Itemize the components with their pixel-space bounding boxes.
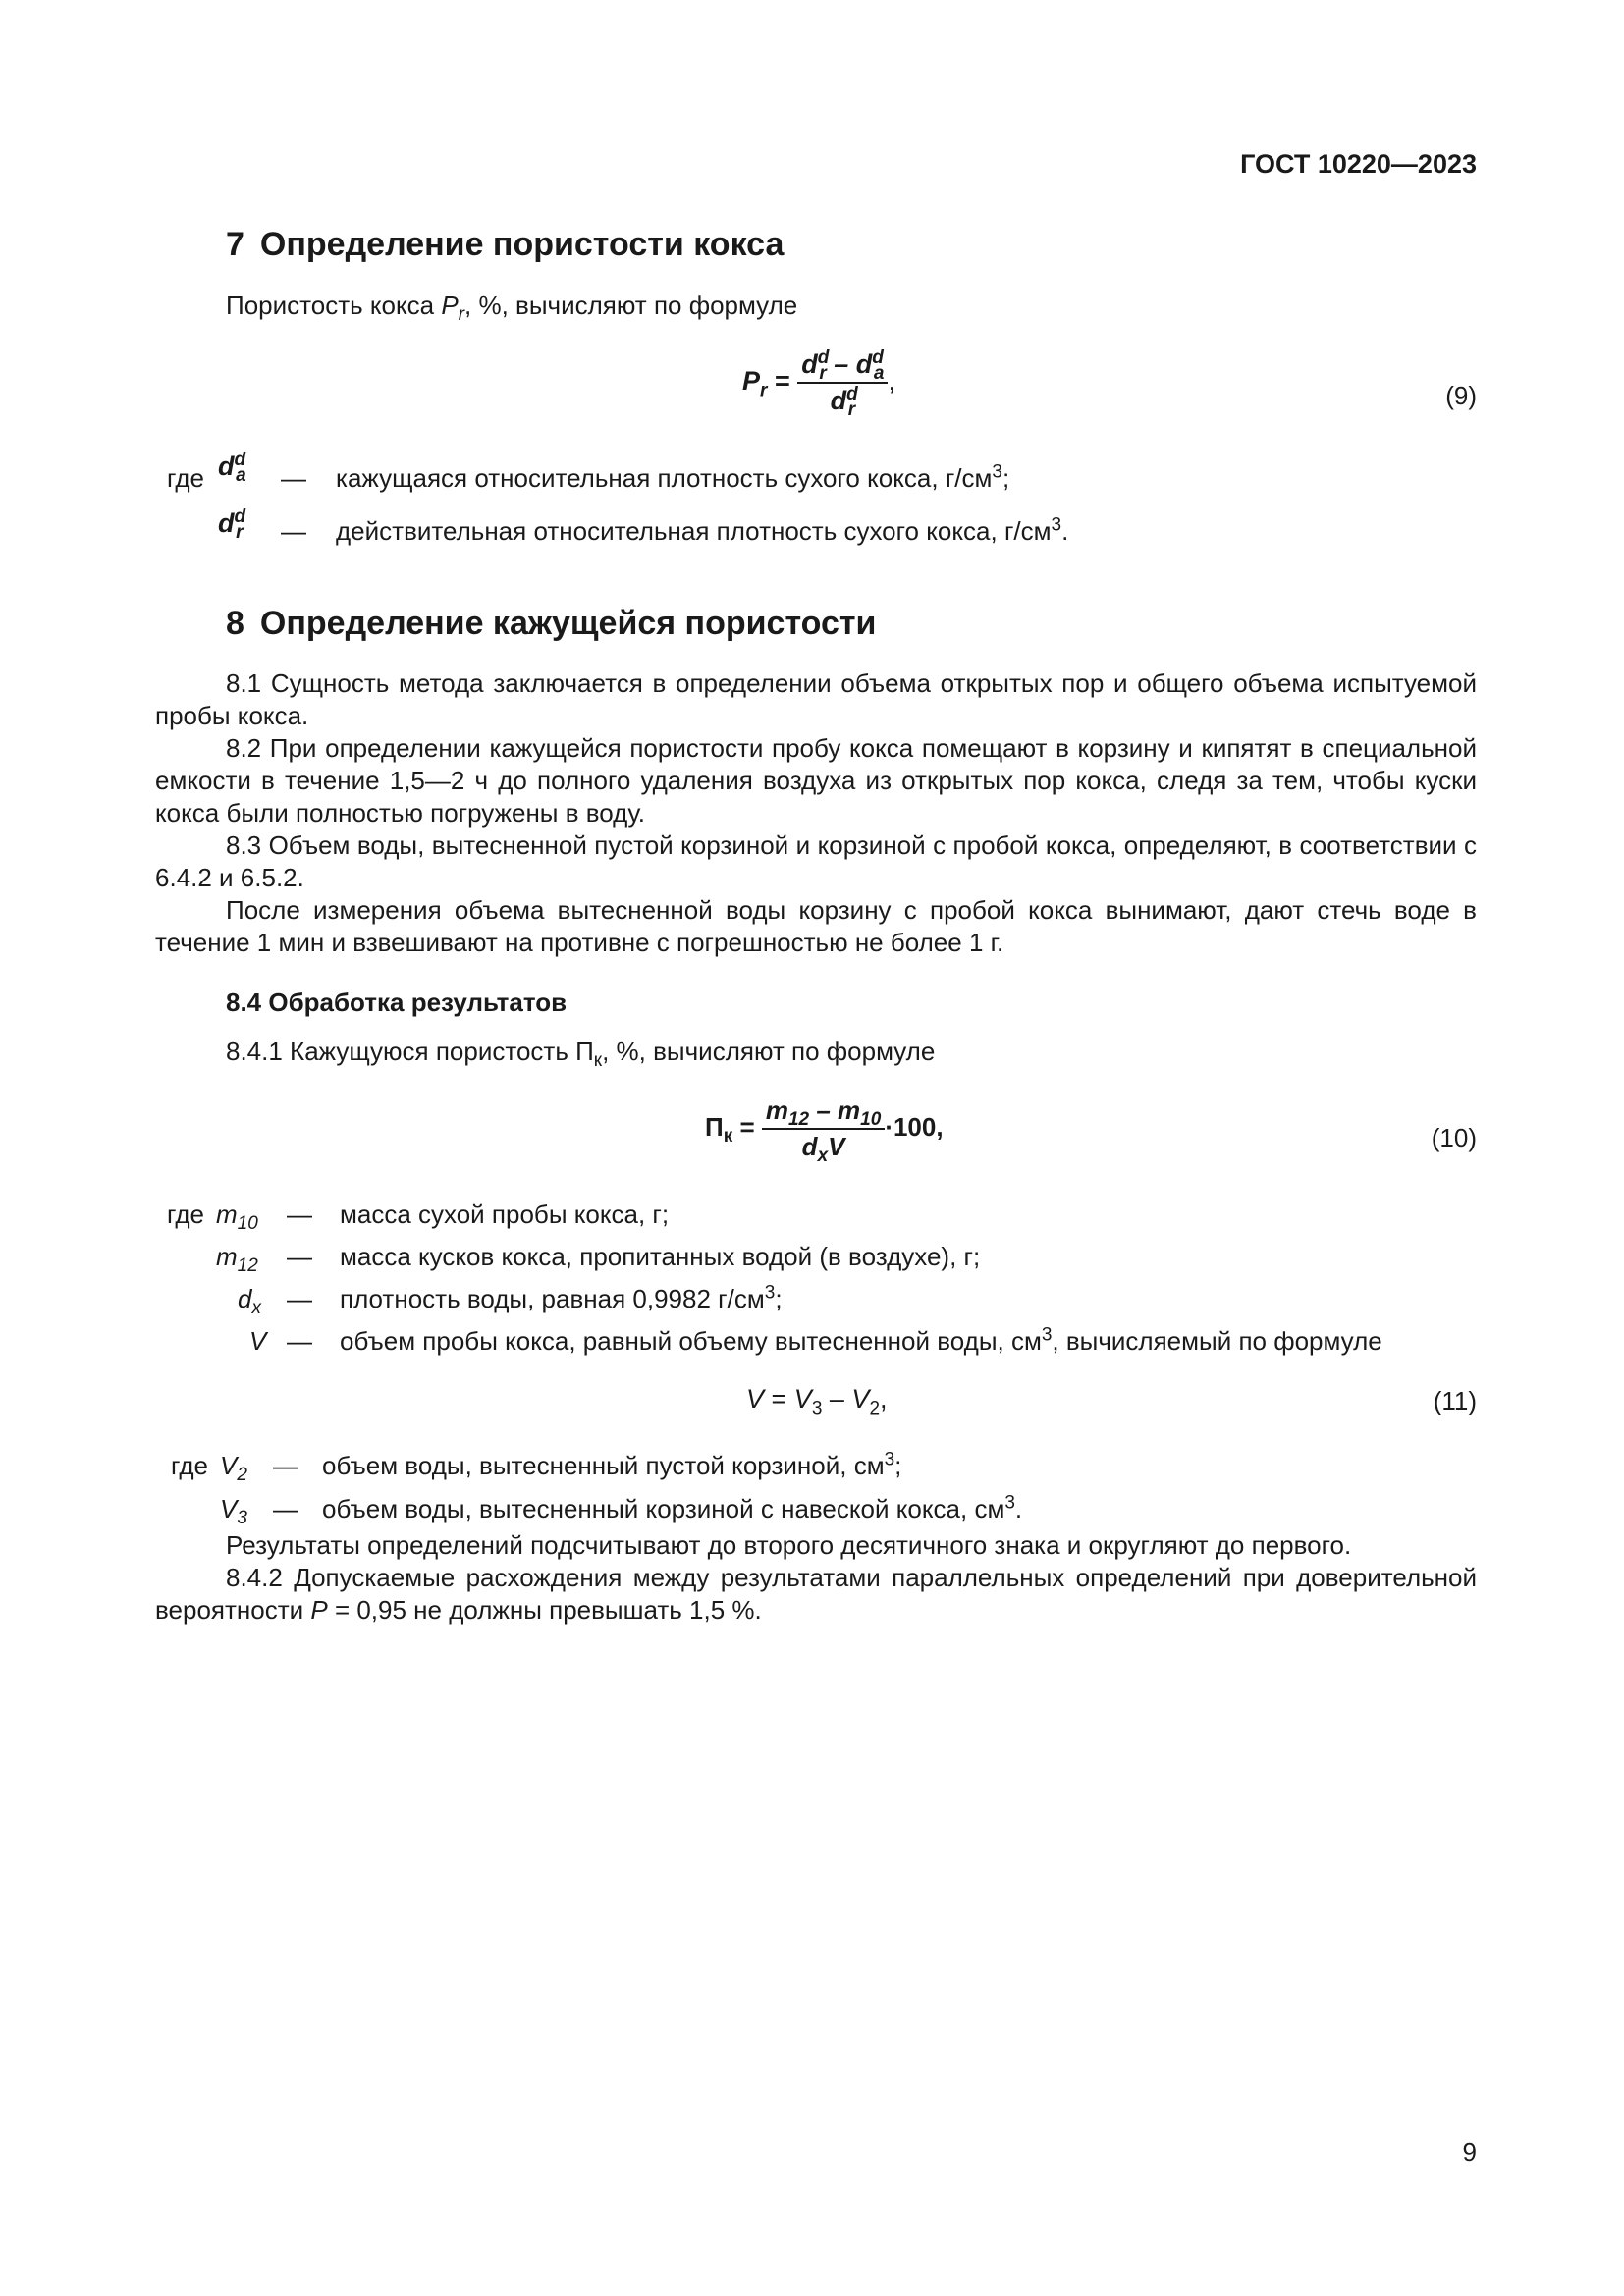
intro-symbol: P: [441, 291, 459, 320]
where-symbol-dr: $d^d_r$: [218, 507, 246, 544]
where-symbol-m10: $m_{10}$: [216, 1200, 258, 1235]
paragraph-after-measure: После измерения объема вытесненной воды корзину с пробой кокса вынимают, дают стечь воде в течение 1 мин и взвешивают на противне с погрешностью не более 1 г.: [155, 895, 1477, 957]
paragraph-8-3: 8.3 Объем воды, вытесненной пустой корзиной и корзиной с пробой кокса, определяют, в соответствии с 6.4.2 и 6.5.2.: [155, 830, 1477, 892]
where-dash: —: [287, 1284, 312, 1313]
where-word: где: [167, 463, 204, 493]
p841-text: 8.4.1 Кажущуюся пористость П: [226, 1037, 594, 1066]
standard-number: ГОСТ 10220—2023: [1240, 149, 1477, 179]
where-dash: —: [287, 1326, 312, 1356]
subsection-8-4-heading: 8.4 Обработка результатов: [226, 988, 568, 1017]
formula-9-fraction: $\frac{d^d_r - d^d_a}{d^d_r}$: [797, 349, 888, 416]
where-dash: —: [281, 516, 306, 546]
section-8-heading: [226, 605, 876, 643]
section-8-title: Определение кажущейся пористости: [259, 605, 877, 642]
intro-symbol-sub: r: [458, 304, 465, 326]
where-word: где: [167, 1200, 204, 1229]
paragraph-8-4-2: 8.4.2 Допускаемые расхождения между результатами параллельных определений при доверительной вероятности P = 0,95 не должны превышать 1,5 %.: [155, 1563, 1477, 1625]
where-symbol-m12: $m_{12}$: [216, 1242, 258, 1277]
formula-9-lhs-sub: r: [760, 380, 768, 401]
formula-10-fraction: $\frac{m_{12} - m_{10}}{d_xV}$: [762, 1095, 885, 1162]
where-symbol-da: $d^d_a$: [218, 450, 246, 487]
where-desc-dr: действительная относительная плотность сухого кокса, $г/см^3$.: [336, 514, 1069, 546]
where-symbol-v: V: [249, 1326, 267, 1356]
where-desc-v3: объем воды, вытесненный корзиной с навеской кокса, $см^3$.: [322, 1492, 1023, 1523]
where-symbol-v3: $V_3$: [220, 1494, 247, 1529]
where-desc-dx: плотность воды, равная 0,9982 $г/см^3$;: [340, 1282, 783, 1313]
p841-text-after: , %, вычисляют по формуле: [602, 1037, 936, 1066]
equation-number-9: (9): [1445, 381, 1477, 410]
formula-9-num-d1: d: [801, 349, 818, 379]
where-symbol-v2: $V_2$: [220, 1451, 247, 1486]
intro-text: Пористость кокса: [226, 291, 442, 320]
where-dash: —: [287, 1242, 312, 1271]
formula-10: $П_к$ = $\frac{m_{12} - m_{10}}{d_xV}$ ·100,: [705, 1095, 944, 1167]
formula-9-num-d2: d: [855, 349, 873, 379]
formula-10-multiplier: ·100,: [885, 1111, 944, 1142]
equation-number-10: (10): [1431, 1123, 1477, 1152]
where-desc-m10: масса сухой пробы кокса, г;: [340, 1200, 670, 1229]
section-7-title: Определение пористости кокса: [259, 226, 785, 263]
where-dash: —: [273, 1494, 298, 1523]
paragraph-8-2: 8.2 При определении кажущейся пористости пробу кокса помещают в корзину и кипятят в специальной емкости в течение 1,5—2 ч до полного удаления воздуха из открытых пор кокса, следя за тем, чтобы куски кокса были полностью погружены в воду.: [155, 733, 1477, 828]
where-word: где: [171, 1451, 208, 1480]
page-number: 9: [1462, 2137, 1477, 2166]
where-desc-m12: масса кусков кокса, пропитанных водой (в воздухе), г;: [340, 1242, 981, 1271]
paragraph-results: Результаты определений подсчитывают до второго десятичного знака и округляют до первого.: [226, 1530, 1352, 1560]
formula-11: $V = V_3 - V_2$,: [746, 1384, 888, 1419]
where-dash: —: [287, 1200, 312, 1229]
formula-9: $P_r$ = $\frac{d^d_r - d^d_a}{d^d_r}$ ,: [742, 347, 895, 421]
p841-sub: к: [593, 1050, 603, 1072]
formula-9-den: d: [830, 386, 847, 415]
intro-text-after: , %, вычисляют по формуле: [464, 291, 798, 320]
where-dash: —: [273, 1451, 298, 1480]
equation-number-11: (11): [1433, 1386, 1477, 1415]
paragraph-8-1: 8.1 Сущность метода заключается в определении объема открытых пор и общего объема испытуемой пробы кокса.: [155, 668, 1477, 730]
formula-10-lhs-sub: к: [723, 1126, 733, 1148]
section-7-heading: [226, 226, 784, 264]
formula-10-lhs: П: [705, 1111, 724, 1142]
where-desc-da: кажущаяся относительная плотность сухого кокса, $г/см^3$;: [336, 461, 1010, 493]
where-desc-v2: объем воды, вытесненный пустой корзиной, $см^3$;: [322, 1449, 902, 1480]
section-7-number: 7: [226, 226, 244, 263]
section-8-body: [155, 667, 1477, 959]
where-symbol-dx: $d_x$: [238, 1284, 261, 1319]
section-8-number: 8: [226, 605, 244, 642]
where-dash: —: [281, 463, 306, 493]
paragraph-8-4-1: [226, 1037, 936, 1072]
section-7-intro: [226, 291, 798, 326]
section-8-4-closing: [155, 1529, 1477, 1627]
where-desc-v: объем пробы кокса, равный объему вытесненной воды, $см^3$, вычисляемый по формуле: [340, 1324, 1382, 1356]
formula-9-lhs: P: [742, 366, 761, 397]
